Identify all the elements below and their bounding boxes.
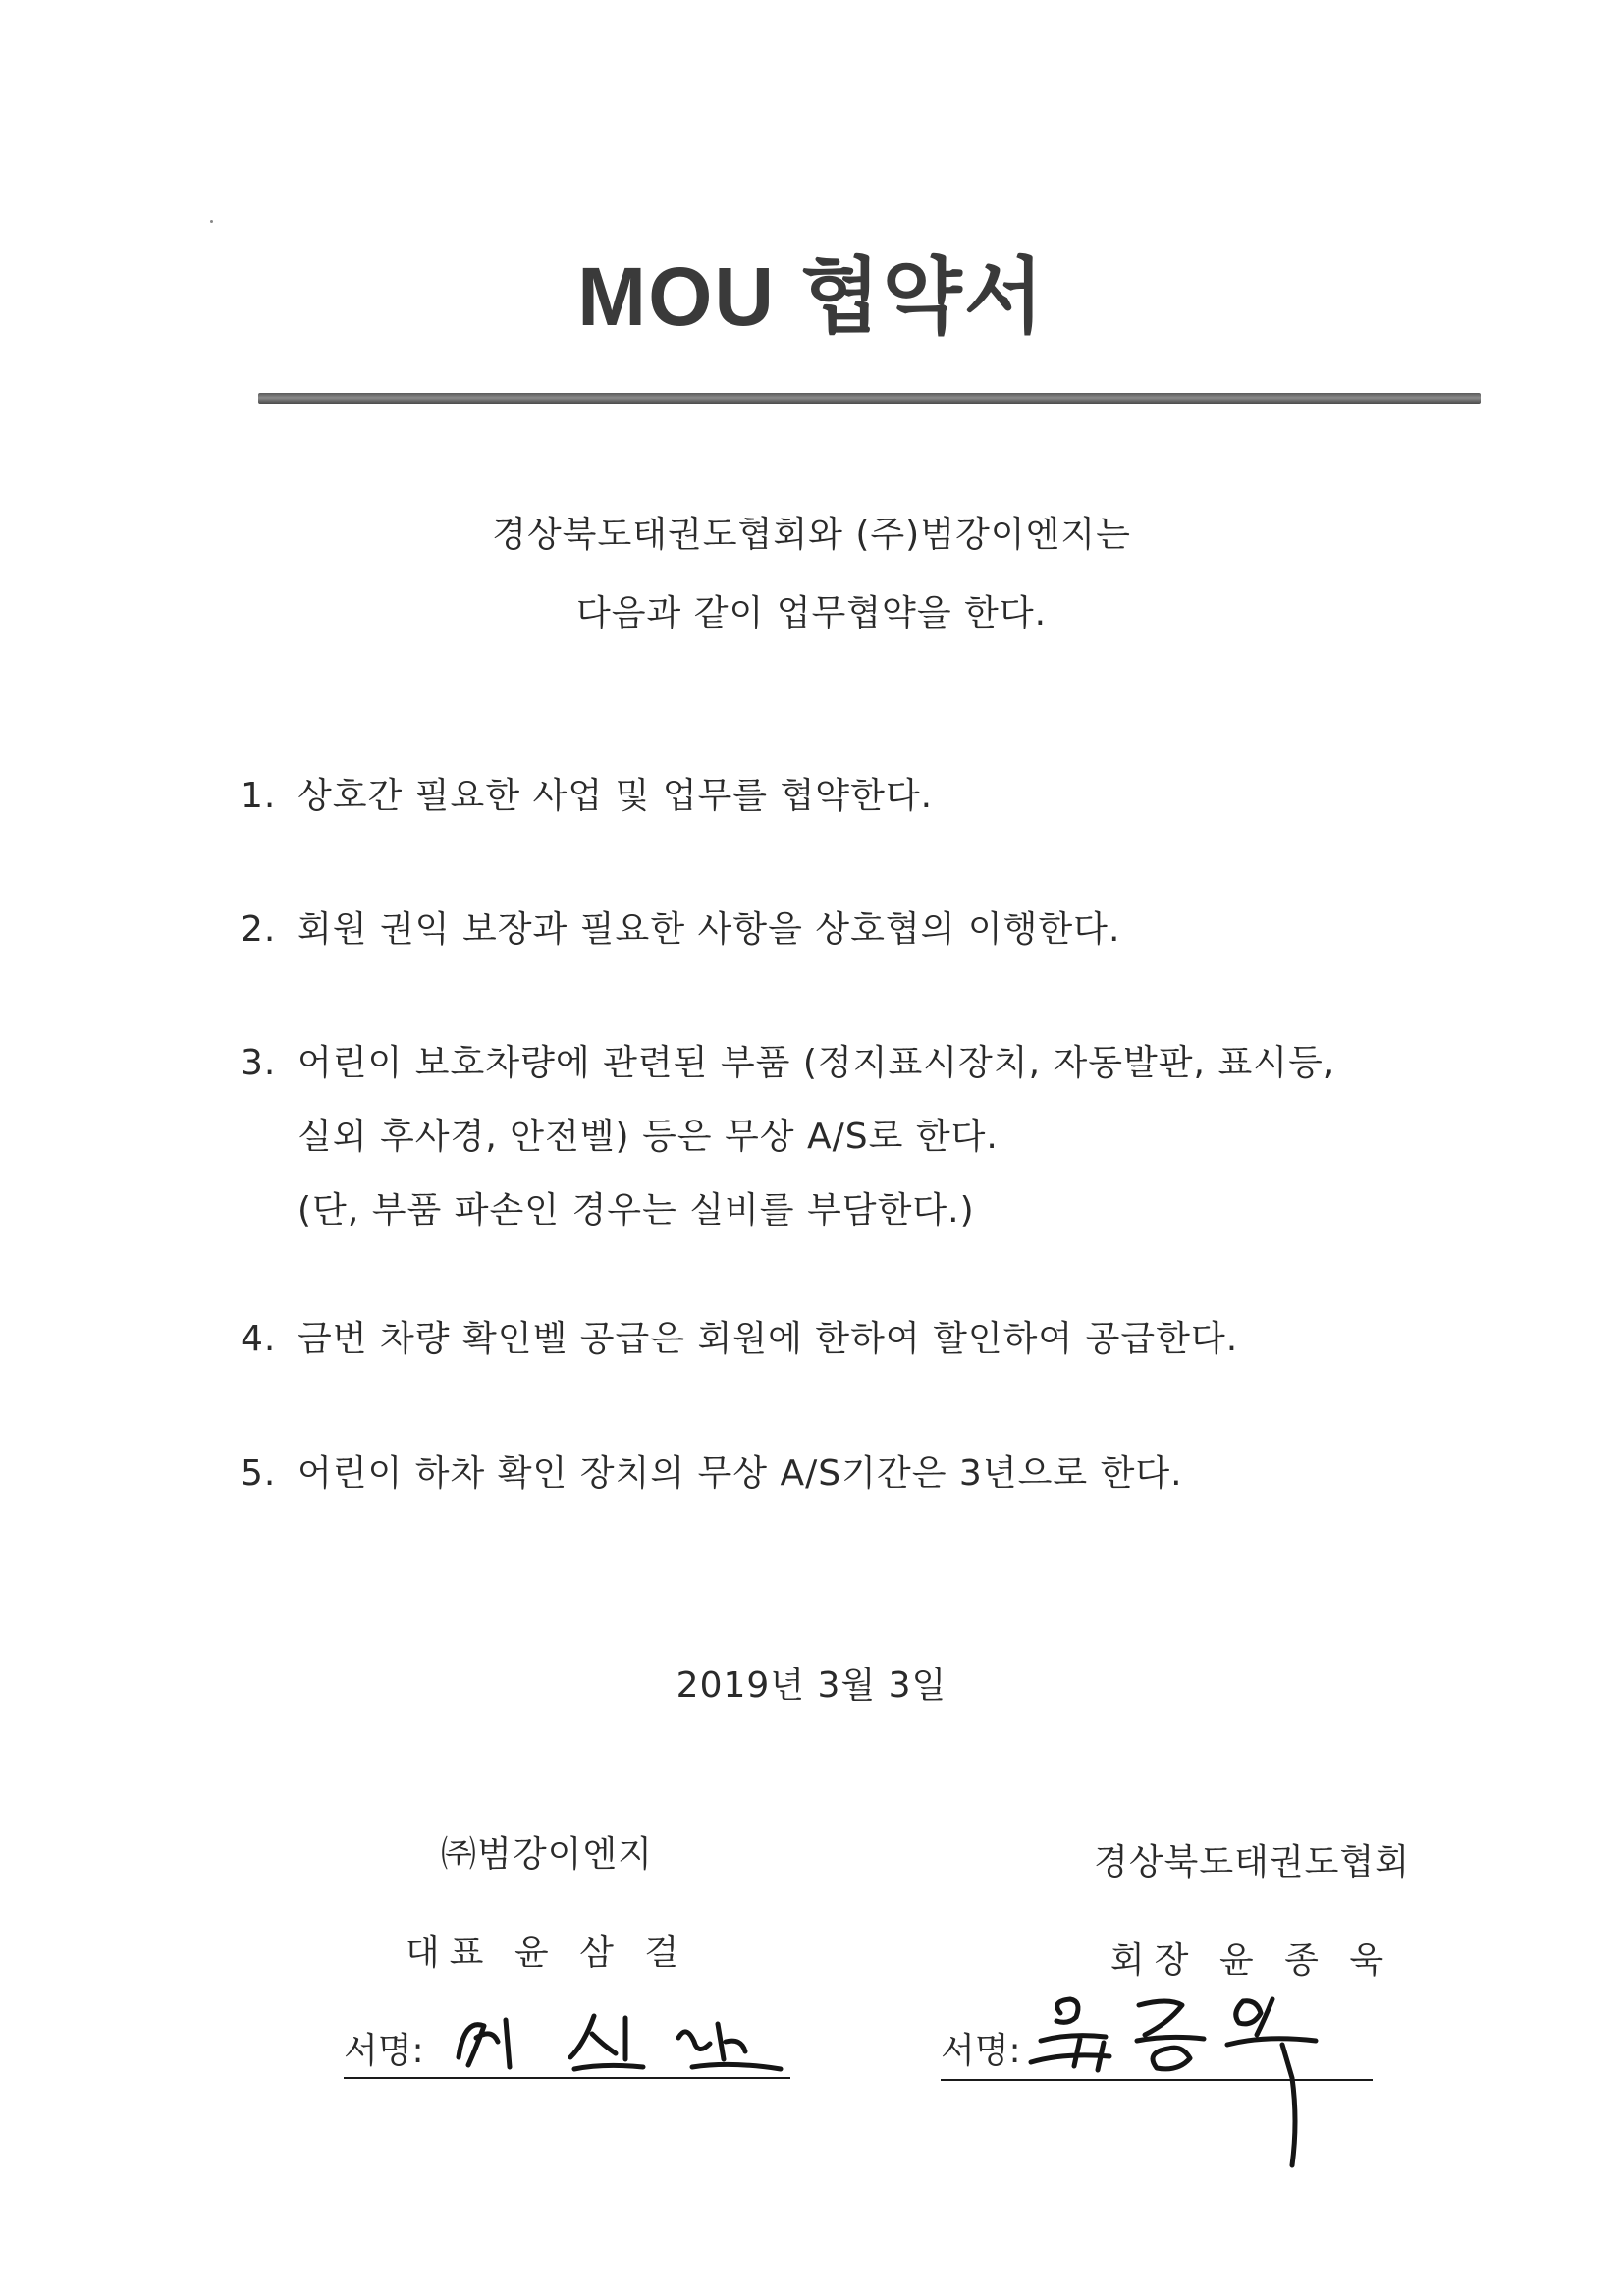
item-text: (단, 부품 파손인 경우는 실비를 부담한다.)	[298, 1190, 975, 1230]
party-right-representative: 회장 윤 종 욱	[1109, 1941, 1394, 1981]
item-text: 실외 후사경, 안전벨) 등은 무상 A/S로 한다.	[298, 1117, 999, 1157]
intro-line: 다음과 같이 업무협약을 한다.	[575, 593, 1048, 633]
party-left-representative: 대표 윤 삼 걸	[405, 1933, 689, 1973]
item-number: 5.	[241, 1453, 277, 1494]
agreement-item-5	[241, 1437, 1183, 1510]
item-text: 회원 권익 보장과 필요한 사항을 상호협의 이행한다.	[298, 909, 1121, 950]
item-number: 4.	[241, 1319, 277, 1359]
item-text: 어린이 하차 확인 장치의 무상 A/S기간은 3년으로 한다.	[298, 1453, 1183, 1494]
agreement-date: 2019년 3월 3일	[676, 1666, 947, 1706]
title-divider	[258, 393, 1481, 404]
agreement-item-3	[241, 1026, 1335, 1247]
party-right-signature	[1021, 1984, 1335, 2180]
item-number: 2.	[241, 909, 277, 950]
scan-speck	[210, 220, 213, 223]
party-left-sign-label: 서명:	[344, 2031, 424, 2071]
item-number: 3.	[241, 1043, 277, 1083]
party-left-signature	[447, 1998, 800, 2087]
item-text: 어린이 보호차량에 관련된 부품 (정지표시장치, 자동발판, 표시등,	[298, 1043, 1336, 1083]
agreement-item-1	[241, 759, 933, 833]
agreement-item-2	[241, 893, 1120, 966]
item-text: 금번 차량 확인벨 공급은 회원에 한하여 할인하여 공급한다.	[298, 1319, 1239, 1359]
party-right-sign-label: 서명:	[941, 2031, 1021, 2071]
party-right-org: 경상북도태권도협회	[1094, 1842, 1410, 1883]
item-text: 상호간 필요한 사업 및 업무를 협약한다.	[298, 776, 934, 816]
document-title: MOU 협약서	[577, 250, 1046, 343]
intro-paragraph	[0, 496, 1623, 653]
party-left-org: ㈜범강이엔지	[441, 1834, 653, 1875]
agreement-item-4	[241, 1302, 1238, 1376]
intro-line: 경상북도태권도협회와 (주)범강이엔지는	[492, 515, 1131, 555]
item-number: 1.	[241, 776, 277, 816]
